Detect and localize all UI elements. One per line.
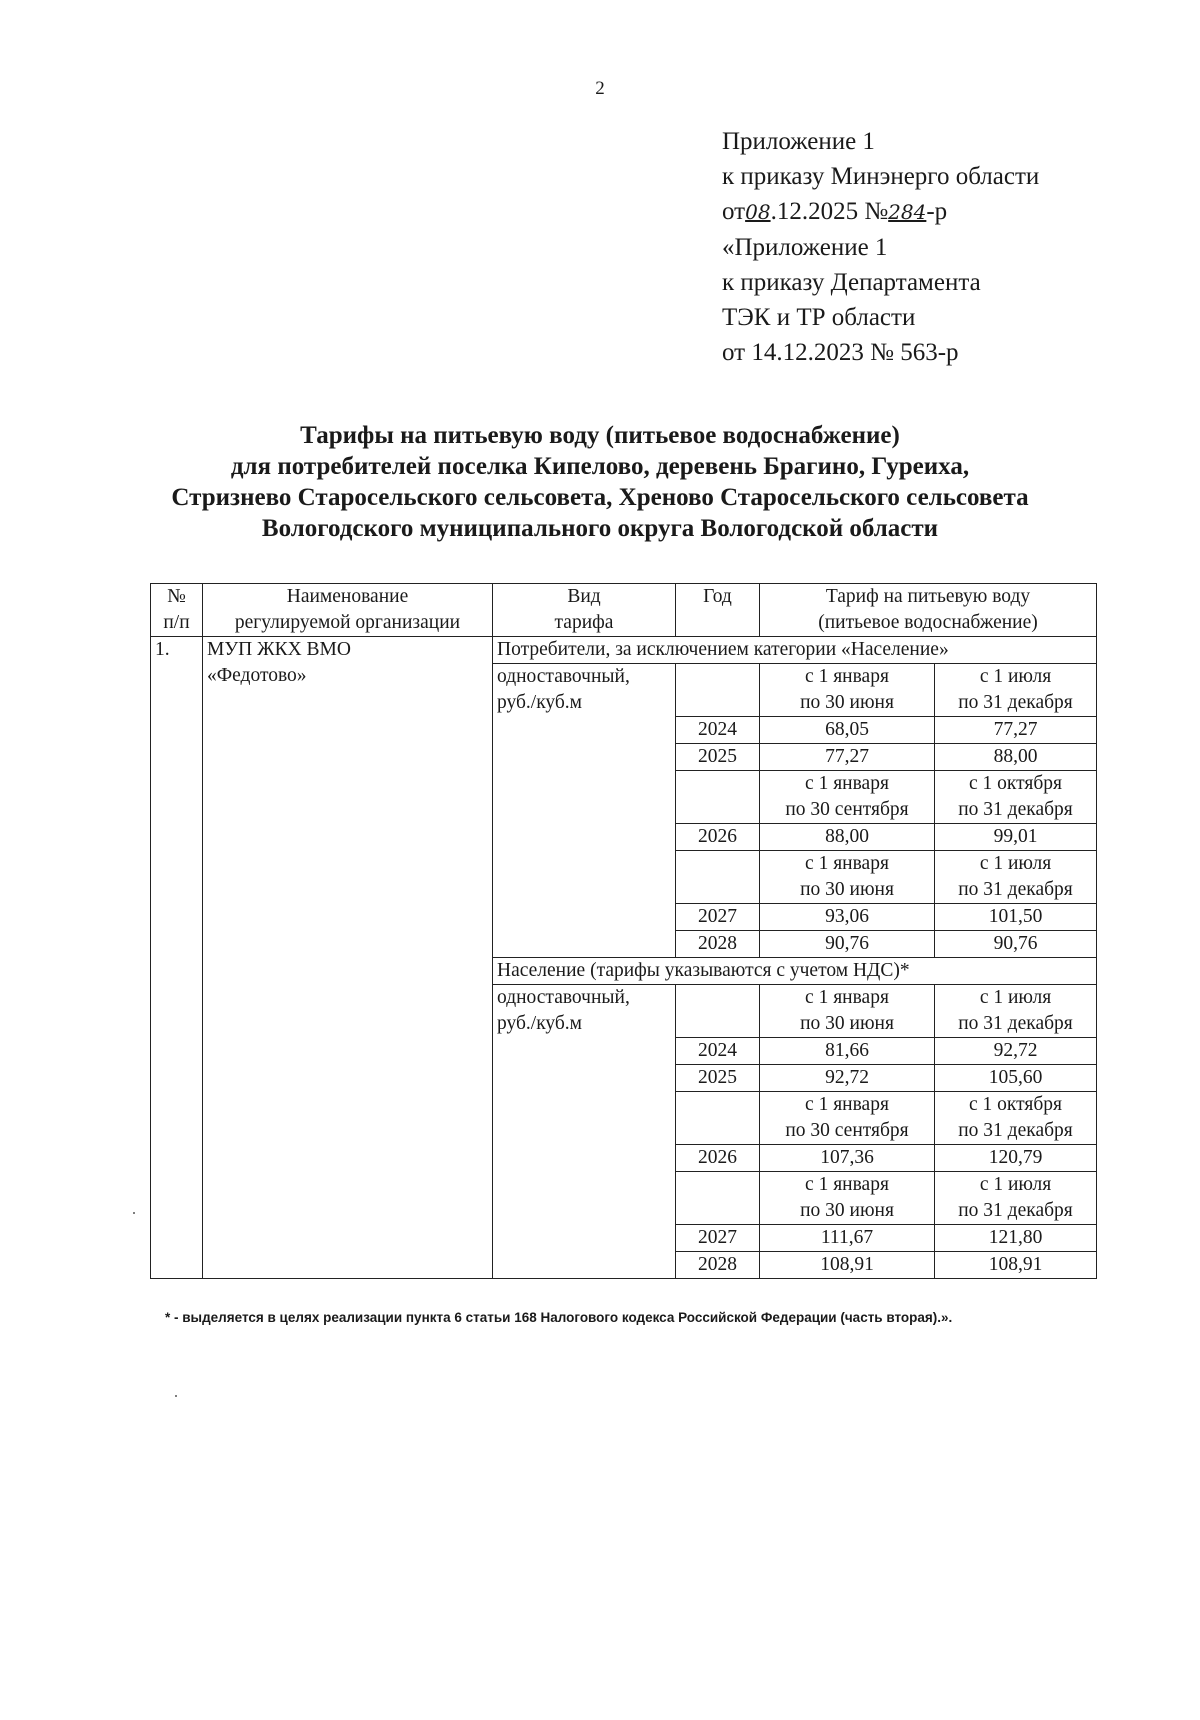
tariff-value: 90,76 — [760, 931, 935, 958]
tariff-value: 121,80 — [935, 1225, 1097, 1252]
year-cell — [676, 664, 760, 717]
tariff-value: 99,01 — [935, 824, 1097, 851]
period-cell: с 1 января по 30 июня — [760, 664, 935, 717]
appendix-prefix: от — [722, 198, 746, 225]
title-line: Вологодского муниципального округа Вологодской области — [261, 515, 939, 542]
appendix-line: к приказу Минэнерго области — [722, 163, 1040, 190]
period-cell: с 1 октября по 31 декабря — [935, 1092, 1097, 1145]
appendix-suffix: -р — [926, 198, 948, 225]
year-cell — [676, 1092, 760, 1145]
tariff-type-cell: одноставочный, руб./куб.м — [493, 985, 676, 1279]
tariff-value: 101,50 — [935, 904, 1097, 931]
year-cell — [676, 771, 760, 824]
period-cell: с 1 июля по 31 декабря — [935, 851, 1097, 904]
period-cell: с 1 января по 30 сентября — [760, 771, 935, 824]
year-cell — [676, 851, 760, 904]
period-cell: с 1 октября по 31 декабря — [935, 771, 1097, 824]
appendix-line: «Приложение 1 — [722, 234, 888, 261]
appendix-line: Приложение 1 — [722, 128, 875, 155]
tariff-value: 68,05 — [760, 717, 935, 744]
year-cell: 2027 — [676, 1225, 760, 1252]
tariff-value: 93,06 — [760, 904, 935, 931]
row-number-cell: 1. — [151, 637, 203, 1279]
tariff-value: 77,27 — [935, 717, 1097, 744]
header-num: № п/п — [151, 584, 203, 637]
scan-speck — [175, 1395, 177, 1397]
year-cell — [676, 1172, 760, 1225]
header-org: Наименование регулируемой организации — [203, 584, 493, 637]
period-cell: с 1 января по 30 июня — [760, 1172, 935, 1225]
document-title — [60, 420, 1140, 544]
handwritten-number: 284 — [888, 200, 927, 224]
title-line: Тарифы на питьевую воду (питьевое водоснабжение) — [300, 422, 900, 449]
tariff-value: 88,00 — [935, 744, 1097, 771]
year-cell: 2028 — [676, 1252, 760, 1279]
scan-speck — [133, 1212, 135, 1214]
tariff-value: 108,91 — [935, 1252, 1097, 1279]
tariff-value: 90,76 — [935, 931, 1097, 958]
year-cell: 2025 — [676, 744, 760, 771]
handwritten-day: 08 — [745, 200, 771, 224]
header-type: Вид тарифа — [493, 584, 676, 637]
tariff-value: 108,91 — [760, 1252, 935, 1279]
year-cell — [676, 985, 760, 1038]
page-number: 2 — [595, 78, 605, 99]
appendix-line: от 14.12.2023 № 563-р — [722, 339, 959, 366]
year-cell: 2028 — [676, 931, 760, 958]
footnote: * - выделяется в целях реализации пункта 6 статьи 168 Налогового кодекса Российской Федерации (часть вторая).». — [165, 1310, 953, 1325]
organization-cell: МУП ЖКХ ВМО «Федотово» — [203, 637, 493, 1279]
section-heading: Потребители, за исключением категории «Население» — [493, 637, 1097, 664]
tariff-value: 81,66 — [760, 1038, 935, 1065]
tariff-value: 88,00 — [760, 824, 935, 851]
period-cell: с 1 июля по 31 декабря — [935, 1172, 1097, 1225]
appendix-line: к приказу Департамента — [722, 269, 981, 296]
tariff-value: 105,60 — [935, 1065, 1097, 1092]
tariff-value: 107,36 — [760, 1145, 935, 1172]
appendix-date: .12.2025 № — [770, 198, 889, 225]
year-cell: 2025 — [676, 1065, 760, 1092]
period-cell: с 1 января по 30 сентября — [760, 1092, 935, 1145]
section-heading: Население (тарифы указываются с учетом НДС)* — [493, 958, 1097, 985]
tariff-value: 92,72 — [935, 1038, 1097, 1065]
year-cell: 2026 — [676, 824, 760, 851]
period-cell: с 1 июля по 31 декабря — [935, 664, 1097, 717]
header-tariff: Тариф на питьевую воду (питьевое водоснабжение) — [760, 584, 1097, 637]
appendix-order-line — [722, 194, 1162, 230]
tariff-value: 111,67 — [760, 1225, 935, 1252]
period-cell: с 1 января по 30 июня — [760, 851, 935, 904]
header-year: Год — [676, 584, 760, 637]
period-cell: с 1 июля по 31 декабря — [935, 985, 1097, 1038]
year-cell: 2024 — [676, 1038, 760, 1065]
table-header-row — [151, 584, 1097, 637]
tariff-table — [150, 583, 1097, 1279]
year-cell: 2026 — [676, 1145, 760, 1172]
tariff-value: 77,27 — [760, 744, 935, 771]
tariff-value: 120,79 — [935, 1145, 1097, 1172]
period-cell: с 1 января по 30 июня — [760, 985, 935, 1038]
section-heading-row — [151, 637, 1097, 664]
appendix-block — [722, 124, 1162, 370]
year-cell: 2027 — [676, 904, 760, 931]
tariff-value: 92,72 — [760, 1065, 935, 1092]
title-line: Стризнево Старосельского сельсовета, Хреново Старосельского сельсовета — [171, 484, 1029, 511]
title-line: для потребителей поселка Кипелово, деревень Брагино, Гуреиха, — [230, 453, 970, 480]
appendix-line: ТЭК и ТР области — [722, 304, 916, 331]
year-cell: 2024 — [676, 717, 760, 744]
tariff-type-cell: одноставочный, руб./куб.м — [493, 664, 676, 958]
